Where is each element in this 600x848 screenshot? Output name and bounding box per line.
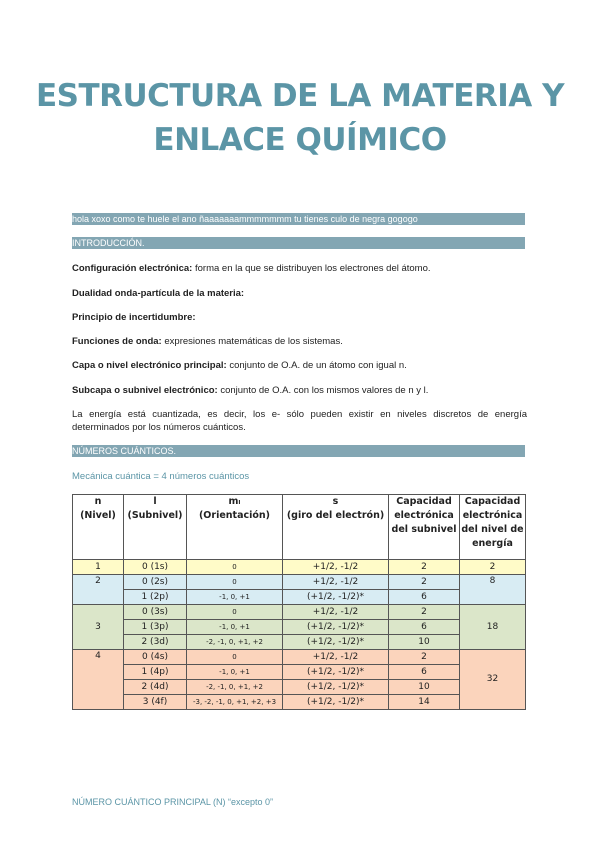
cell-cap: 2 <box>389 650 460 665</box>
section-heading-introduccion: INTRODUCCIÓN. <box>72 237 525 249</box>
cell-m: -1, 0, +1 <box>187 590 283 605</box>
cell-cap: 6 <box>389 620 460 635</box>
table-row <box>73 650 526 665</box>
cell-l: 1 (4p) <box>124 665 187 680</box>
definition-term: Principio de incertidumbre: <box>72 312 196 323</box>
cell-l: 2 (3d) <box>124 635 187 650</box>
definition-text: conjunto de O.A. de un átomo con igual n. <box>226 360 407 371</box>
definition-capa <box>72 359 527 372</box>
cell-s: (+1/2, -1/2)* <box>283 665 389 680</box>
definition-funciones <box>72 335 527 348</box>
cell-s: (+1/2, -1/2)* <box>283 620 389 635</box>
cell-cap: 6 <box>389 665 460 680</box>
cell-s: +1/2, -1/2 <box>283 575 389 590</box>
cell-cap: 2 <box>389 575 460 590</box>
table-row <box>73 680 526 695</box>
header-n: n (Nivel) <box>73 495 124 560</box>
page-title-line-2: ENLACE QUÍMICO <box>153 122 447 158</box>
cell-s: (+1/2, -1/2)* <box>283 635 389 650</box>
definition-term: Dualidad onda-partícula de la materia: <box>72 288 245 299</box>
cell-total: 32 <box>460 650 526 710</box>
table-row <box>73 560 526 575</box>
cell-total: 18 <box>460 605 526 650</box>
footer-heading: NÚMERO CUÁNTICO PRINCIPAL (N) “excepto 0” <box>72 797 274 807</box>
header-s: s (giro del electrón) <box>283 495 389 560</box>
cell-n: 4 <box>73 650 124 710</box>
cell-m: -1, 0, +1 <box>187 665 283 680</box>
definition-term: Configuración electrónica: <box>72 263 193 274</box>
cell-n: 2 <box>73 575 124 605</box>
cell-s: +1/2, -1/2 <box>283 650 389 665</box>
cell-s: (+1/2, -1/2)* <box>283 695 389 710</box>
cell-cap: 10 <box>389 635 460 650</box>
cell-m: -2, -1, 0, +1, +2 <box>187 635 283 650</box>
cell-m: 0 <box>187 650 283 665</box>
cell-s: (+1/2, -1/2)* <box>283 680 389 695</box>
definition-text: conjunto de O.A. con los mismos valores de n y l. <box>217 385 429 396</box>
cell-l: 0 (2s) <box>124 575 187 590</box>
cell-l: 0 (4s) <box>124 650 187 665</box>
table-row <box>73 665 526 680</box>
cell-s: +1/2, -1/2 <box>283 560 389 575</box>
quantum-numbers-table <box>72 494 526 710</box>
cell-total: 8 <box>460 575 526 605</box>
energy-paragraph: La energía está cuantizada, es decir, los e- sólo pueden existir en niveles discretos de energía determinados por los números cuánticos. <box>72 409 527 433</box>
cell-n: 3 <box>73 605 124 650</box>
header-l: l (Subnivel) <box>124 495 187 560</box>
header-cap-nivel: Capacidad electrónica del nivel de energía <box>460 495 526 560</box>
definition-term: Capa o nivel electrónico principal: <box>72 360 227 371</box>
table-row <box>73 590 526 605</box>
definition-text: expresiones matemáticas de los sistemas. <box>161 336 343 347</box>
table-row <box>73 635 526 650</box>
cell-m: -1, 0, +1 <box>187 620 283 635</box>
definition-term: Subcapa o subnivel electrónico: <box>72 385 218 396</box>
cell-cap: 10 <box>389 680 460 695</box>
cell-l: 2 (4d) <box>124 680 187 695</box>
cell-l: 3 (4f) <box>124 695 187 710</box>
cell-s: (+1/2, -1/2)* <box>283 590 389 605</box>
definition-configuracion <box>72 262 527 275</box>
cell-m: -2, -1, 0, +1, +2 <box>187 680 283 695</box>
page-title-line-1: ESTRUCTURA DE LA MATERIA Y <box>35 78 565 114</box>
definition-incertidumbre <box>72 311 527 324</box>
header-cap-subnivel: Capacidad electrónica del subnivel <box>389 495 460 560</box>
cell-cap: 6 <box>389 590 460 605</box>
table-header-row <box>73 495 526 560</box>
cell-m: -3, -2, -1, 0, +1, +2, +3 <box>187 695 283 710</box>
definition-subcapa <box>72 384 527 397</box>
table-row <box>73 620 526 635</box>
cell-total: 2 <box>460 560 526 575</box>
mechanics-subheading: Mecánica cuántica = 4 números cuánticos <box>72 471 250 482</box>
cell-cap: 2 <box>389 560 460 575</box>
header-ml: mₗ (Orientación) <box>187 495 283 560</box>
cell-m: 0 <box>187 560 283 575</box>
table-row <box>73 575 526 590</box>
cell-l: 0 (3s) <box>124 605 187 620</box>
definition-term: Funciones de onda: <box>72 336 162 347</box>
cell-l: 0 (1s) <box>124 560 187 575</box>
cell-m: 0 <box>187 605 283 620</box>
table-row <box>73 695 526 710</box>
cell-n: 1 <box>73 560 124 575</box>
cell-s: +1/2, -1/2 <box>283 605 389 620</box>
cell-m: 0 <box>187 575 283 590</box>
cell-l: 1 (3p) <box>124 620 187 635</box>
cell-l: 1 (2p) <box>124 590 187 605</box>
section-heading-numeros-cuanticos: NÚMEROS CUÁNTICOS. <box>72 445 525 457</box>
definition-dualidad <box>72 287 527 300</box>
intro-note-bar: hola xoxo como te huele el ano ñaaaaaaammmmmmm tu tienes culo de negra gogogo <box>72 213 525 225</box>
cell-cap: 2 <box>389 605 460 620</box>
cell-cap: 14 <box>389 695 460 710</box>
definition-text: forma en la que se distribuyen los electrones del átomo. <box>192 263 431 274</box>
table-row <box>73 605 526 620</box>
